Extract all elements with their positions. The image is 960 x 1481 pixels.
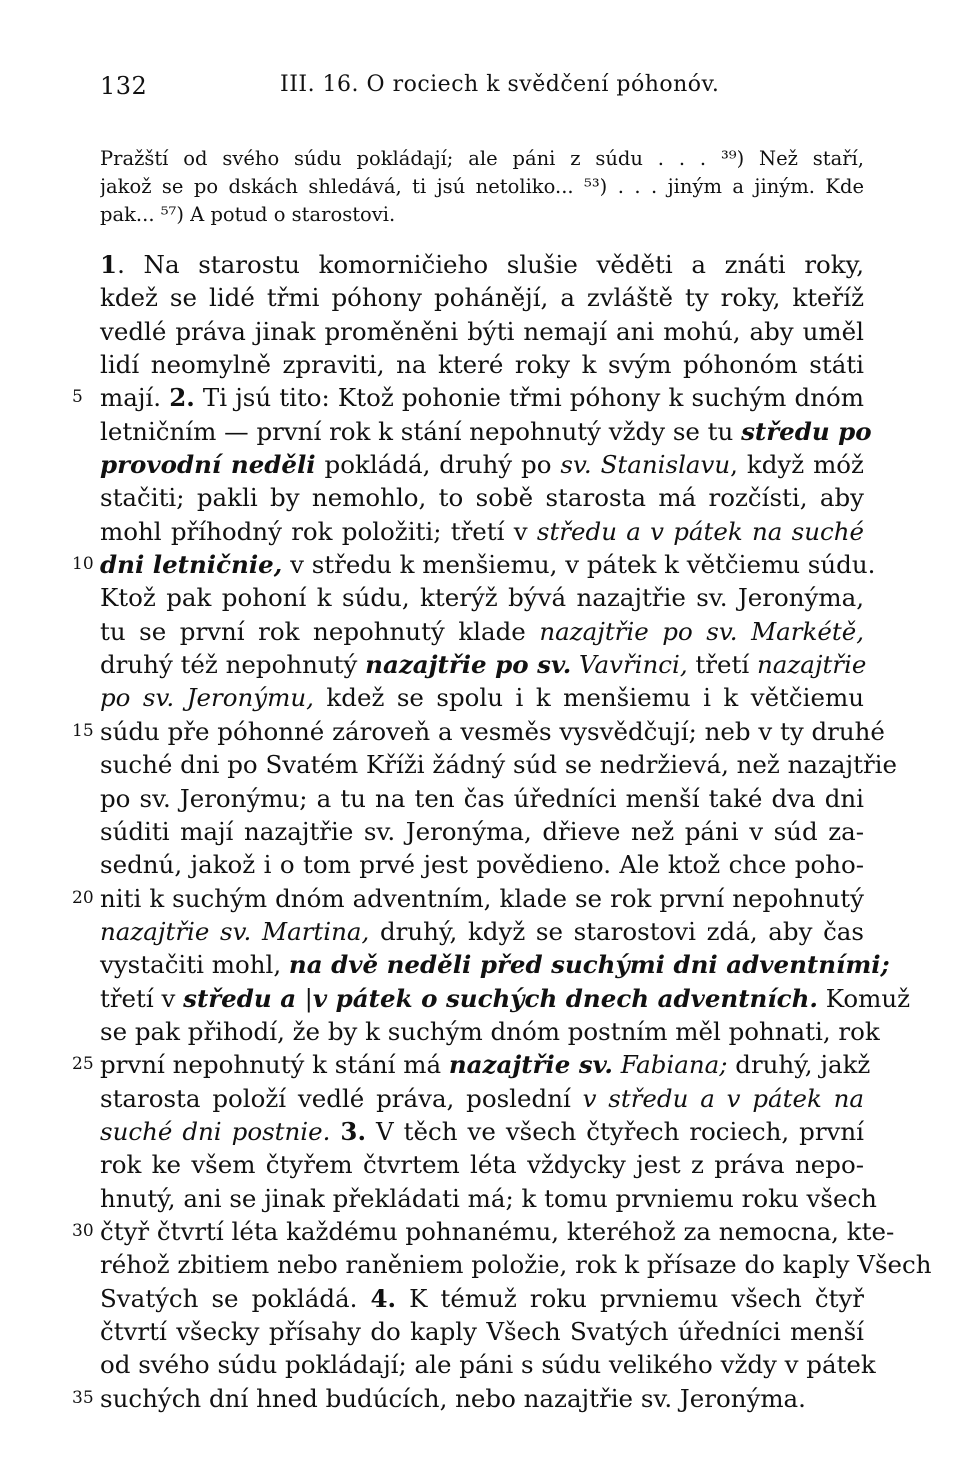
line-number: 10 (72, 554, 94, 575)
text-line (100, 982, 911, 1015)
text-line (100, 948, 890, 981)
text-segment: mají. (100, 383, 170, 413)
text-segment: nazajtřie po sv. Markétě, (539, 616, 864, 646)
text-segment: dni letničnie, (100, 550, 283, 580)
text-line (100, 481, 864, 514)
text-line (100, 1282, 864, 1315)
text-line (100, 515, 864, 548)
text-segment: na dvě neděli před suchými dni adventními; (288, 950, 890, 980)
text-segment: tu se první rok nepohnutý klade (100, 616, 540, 646)
text-segment: . Na starostu komorničieho slušie věděti a znáti roky, (117, 250, 864, 279)
text-segment: nazajtřie sv. (448, 1050, 613, 1080)
text-segment: v středu k menšiemu, v pátek k větčiemu súdu. (282, 550, 876, 580)
running-title: III. 16. O rociech k svědčení póhonóv. (280, 72, 720, 97)
text-segment: středu po (741, 416, 872, 446)
text-line (100, 615, 864, 648)
text-line (100, 348, 864, 381)
text-segment: druhý, jakž (727, 1050, 871, 1080)
text-line (72, 1048, 871, 1081)
text-segment: se pak přihodí, že by k suchým dnóm postním měl pohnati, rok (100, 1016, 880, 1046)
text-segment: 2. (169, 383, 195, 413)
text-segment: Stanislavu (600, 450, 731, 480)
text-segment: Ktož pak pohoní k súdu, kterýž bývá nazajtřie sv. Jeronýma, (100, 583, 864, 613)
text-segment: nazajtřie po sv. (365, 650, 572, 680)
text-segment: třetí v (100, 983, 184, 1013)
text-segment: letničním — první rok k stání nepohnutý vždy se tu (100, 416, 742, 446)
text-segment (330, 1117, 340, 1146)
text-segment: vystačiti mohl, (100, 950, 289, 980)
text-segment: , když móž (730, 450, 864, 480)
text-segment (613, 1050, 621, 1079)
text-segment: V těch ve všech čtyřech rociech, první (365, 1116, 864, 1146)
text-segment: kdež se lidé třmi póhony pohánějí, a zvláště ty roky, kteříž (100, 283, 864, 313)
text-segment: starosta položí vedlé práva, poslední (100, 1083, 583, 1113)
text-segment: súditi mají nazajtřie sv. Jeronýma, dřieve než páni v súd za- (100, 816, 864, 846)
text-segment (571, 650, 579, 679)
text-line (100, 848, 864, 881)
text-line (100, 448, 864, 481)
text-segment: nazajtřie sv. (100, 916, 252, 946)
text-segment: v pátek o suchých dnech adventních. (312, 983, 818, 1013)
text-segment: rok ke všem čtyřem čtvrtem léta vždycky jest z práva nepo- (100, 1150, 864, 1180)
text-line (72, 882, 864, 915)
text-line (100, 748, 898, 781)
main-text (72, 248, 932, 1415)
text-line (100, 1248, 932, 1281)
text-segment: 3. (340, 1116, 366, 1146)
text-segment: třetí (687, 650, 757, 680)
text-segment: súdu pře póhonné zároveň a vesměs vysvědčují; neb v ty druhé (100, 716, 885, 746)
text-segment (251, 917, 262, 946)
text-segment: po sv. Jeronýmu; a tu na ten čas úředníci menší také dva dni (100, 783, 864, 813)
line-number: 15 (72, 720, 94, 741)
text-segment: pak... ⁵⁷) A potud o starostovi. (100, 203, 396, 226)
text-segment (592, 450, 601, 479)
line-number: 25 (72, 1054, 94, 1075)
text-segment: první nepohnutý k stání má (100, 1050, 449, 1080)
text-line (100, 915, 864, 948)
text-segment: čtvrtí všecky přísahy do kaply Všech Svatých úředníci menší (100, 1317, 864, 1346)
text-line (72, 548, 876, 581)
text-line (72, 715, 885, 748)
text-segment: 1 (100, 250, 118, 279)
line-number: 30 (72, 1220, 94, 1241)
page-header (100, 72, 880, 102)
text-line (100, 815, 864, 848)
text-line (100, 782, 864, 815)
text-line (72, 1215, 895, 1248)
text-segment: nazajtřie (756, 650, 867, 680)
text-segment: středu a v pátek na suché (536, 516, 864, 546)
text-segment: Vavřinci, (579, 650, 688, 680)
text-line (100, 281, 864, 314)
text-segment: jakož se po dskách shledává, ti jsú netoliko... ⁵³) . . . jiným a jiným. Kde (100, 175, 864, 198)
text-segment: stačiti; pakli by nemohlo, to sobě starosta má rozčísti, aby (100, 483, 864, 513)
line-number: 5 (72, 387, 83, 408)
text-line (100, 681, 864, 714)
text-segment: od svého súdu pokládají; ale páni s súdu velikého vždy v pátek (100, 1350, 876, 1380)
text-line (100, 1082, 864, 1115)
text-line (100, 1015, 880, 1048)
text-segment: druhý, když se starostovi zdá, aby čas (369, 916, 864, 946)
text-segment: réhož zbitiem nebo raněniem položie, rok k přísaze do kaply Všech (100, 1250, 932, 1280)
text-line (100, 1182, 877, 1215)
note-line (100, 142, 864, 170)
text-line (100, 315, 864, 348)
text-segment: sednú, jakož i o tom prvé jest povědieno. Ale ktož chce poho- (100, 850, 864, 880)
text-line (100, 648, 867, 681)
text-line (72, 1382, 864, 1415)
text-segment: pokládá, druhý po (315, 450, 561, 480)
text-segment: vedlé práva jinak proměněni býti nemají ani mohú, aby uměl (100, 316, 864, 346)
text-line (100, 581, 864, 614)
text-segment: po sv. Jeronýmu, (100, 683, 314, 713)
text-segment: Martina, (262, 916, 370, 946)
text-line (100, 1115, 864, 1148)
text-segment: niti k suchým dnóm adventním, klade se rok první nepohnutý (100, 883, 864, 913)
text-line (72, 381, 864, 414)
text-line (100, 1348, 876, 1381)
text-segment: v středu a v pátek na (582, 1083, 865, 1113)
text-segment: provodní neděli (100, 450, 316, 480)
text-line (100, 1315, 864, 1348)
text-segment: suché dni postnie. (100, 1116, 331, 1146)
text-line (100, 1148, 864, 1181)
page-number: 132 (100, 72, 148, 100)
text-segment: kdež se spolu i k menšiemu i k větčiemu (313, 683, 865, 713)
text-segment: středu a (183, 983, 305, 1013)
text-segment: 4. (370, 1283, 397, 1313)
text-segment: lidí neomylně zpraviti, na které roky k svým póhonóm státi (100, 350, 864, 380)
text-segment: sv. (560, 450, 592, 480)
note-line (100, 170, 864, 198)
text-line (100, 415, 872, 448)
text-segment: K témuž roku prvniemu všech čtyř (396, 1283, 864, 1313)
text-segment: Pražští od svého súdu pokládají; ale páni z súdu . . . ³⁹) Než staří, (100, 147, 864, 170)
text-segment: Komuž (817, 983, 911, 1013)
text-segment: druhý též nepohnutý (100, 650, 366, 680)
line-number: 35 (72, 1387, 94, 1408)
text-segment: | (304, 983, 313, 1013)
text-segment: Ti jsú tito: Ktož pohonie třmi póhony k suchým dnóm (194, 383, 864, 413)
line-number: 20 (72, 887, 94, 908)
text-segment: mohl příhodný rok položiti; třetí v (100, 516, 537, 546)
text-segment: suchých dní hned budúcích, nebo nazajtřie sv. Jeronýma. (100, 1383, 806, 1413)
text-segment: suché dni po Svatém Kříži žádný súd se nedržievá, než nazajtřie (100, 750, 898, 780)
text-line (100, 248, 864, 281)
text-segment: Svatých se pokládá. (100, 1283, 371, 1313)
text-segment: Fabiana; (620, 1050, 728, 1080)
text-segment: hnutý, ani se jinak překládati má; k tomu prvniemu roku všech (100, 1183, 877, 1213)
text-segment: čtyř čtvrtí léta každému pohnanému, kteréhož za nemocna, kte- (100, 1216, 895, 1246)
note-line (100, 198, 864, 226)
apparatus-notes (100, 142, 864, 226)
